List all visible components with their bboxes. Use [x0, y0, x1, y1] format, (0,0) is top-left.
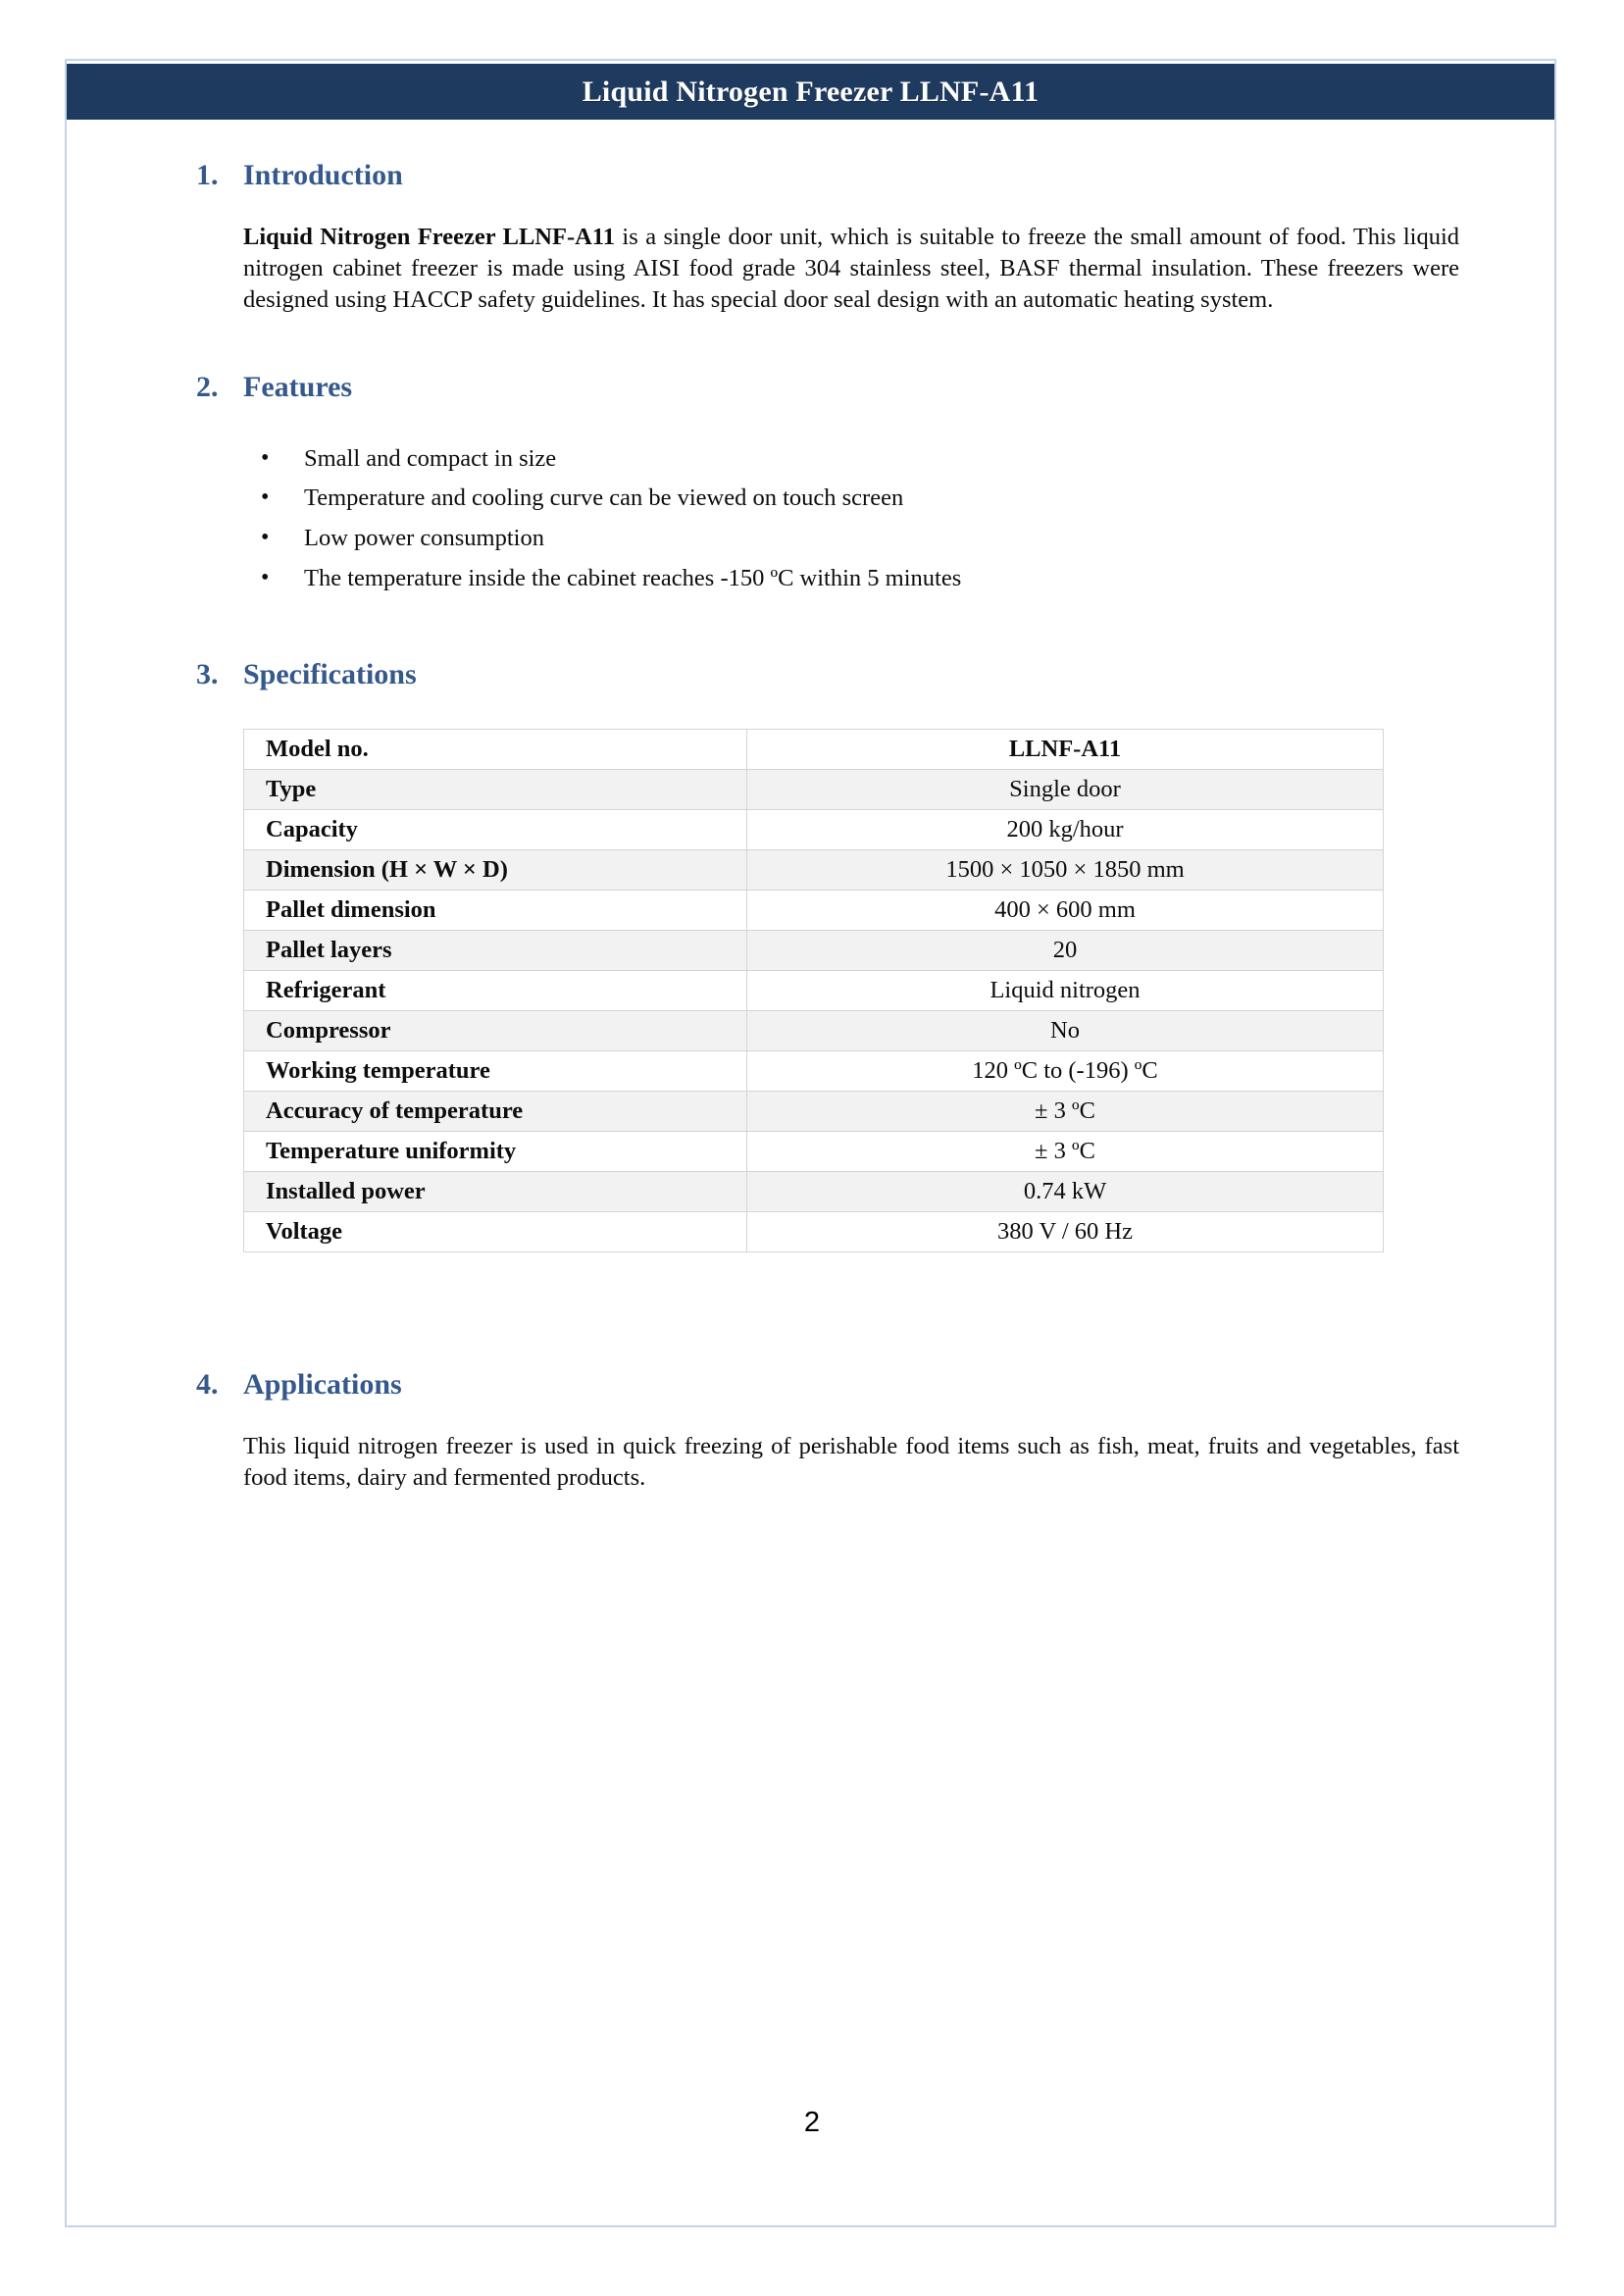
bullet-icon: •	[261, 525, 270, 551]
paragraph-introduction-body: is a single door unit, which is suitable to freeze the small amount of food. This liquid nitrogen cabinet freezer is made using AISI food grade 304 stainless steel, BASF thermal insulation. These freezers were designed using HACCP safety guidelines. It has special door seal design with an automatic heating system.	[243, 224, 1460, 313]
table-row	[244, 931, 1384, 971]
heading-number-introduction: 1.	[196, 159, 219, 191]
bullet-icon: •	[261, 444, 270, 471]
list-item	[243, 525, 1459, 552]
heading-introduction	[0, 159, 1624, 192]
heading-title-applications: Applications	[243, 1368, 402, 1402]
table-cell-label: Model no.	[244, 730, 747, 770]
table-cell-value: 1500 × 1050 × 1850 mm	[747, 850, 1384, 891]
table-cell-value: ± 3 ºC	[747, 1092, 1384, 1132]
list-item	[243, 445, 1459, 473]
table-cell-label: Type	[244, 770, 747, 810]
table-row	[244, 770, 1384, 810]
table-cell-value: Liquid nitrogen	[747, 971, 1384, 1011]
table-row	[244, 730, 1384, 770]
page-number: 2	[803, 2107, 821, 2138]
heading-number-features: 2.	[196, 370, 219, 403]
table-cell-label: Pallet layers	[244, 931, 747, 971]
table-cell-value: 0.74 kW	[747, 1172, 1384, 1212]
section-introduction	[0, 120, 1624, 316]
table-cell-label: Voltage	[244, 1212, 747, 1252]
heading-title-introduction: Introduction	[243, 159, 403, 191]
table-cell-value: 120 ºC to (-196) ºC	[747, 1051, 1384, 1092]
table-cell-label: Dimension (H × W × D)	[244, 850, 747, 891]
table-cell-value: 380 V / 60 Hz	[747, 1212, 1384, 1252]
table-row	[244, 1092, 1384, 1132]
table-row	[244, 850, 1384, 891]
table-row	[244, 1212, 1384, 1252]
table-cell-label: Temperature uniformity	[244, 1132, 747, 1172]
list-item	[243, 565, 1459, 592]
table-row	[244, 1011, 1384, 1051]
features-list	[243, 445, 1459, 593]
document-title-banner	[67, 64, 1554, 120]
bullet-icon: •	[261, 565, 270, 591]
heading-applications	[0, 1368, 1624, 1402]
document-content	[0, 120, 1624, 1494]
paragraph-introduction-lead: Liquid Nitrogen Freezer LLNF-A11	[243, 224, 615, 250]
table-row	[244, 1172, 1384, 1212]
table-cell-value: 20	[747, 931, 1384, 971]
bullet-icon: •	[261, 485, 270, 511]
table-cell-label: Refrigerant	[244, 971, 747, 1011]
table-cell-value: 200 kg/hour	[747, 810, 1384, 850]
table-cell-label: Compressor	[244, 1011, 747, 1051]
heading-number-applications: 4.	[196, 1368, 219, 1402]
table-cell-label: Accuracy of temperature	[244, 1092, 747, 1132]
list-item-label: Temperature and cooling curve can be viewed on touch screen	[304, 485, 904, 512]
document-title: Liquid Nitrogen Freezer LLNF-A11	[582, 75, 1040, 108]
list-item-label: Small and compact in size	[304, 444, 557, 472]
section-specifications	[0, 605, 1624, 1252]
table-cell-label: Capacity	[244, 810, 747, 850]
table-cell-value: 400 × 600 mm	[747, 891, 1384, 931]
table-row	[244, 1051, 1384, 1092]
heading-title-specifications: Specifications	[243, 658, 417, 691]
list-item-label: Low power consumption	[304, 525, 544, 552]
list-item-label: The temperature inside the cabinet reaches -150 ºC within 5 minutes	[304, 565, 962, 592]
table-cell-value: No	[747, 1011, 1384, 1051]
table-row	[244, 971, 1384, 1011]
specifications-table	[243, 729, 1384, 1252]
table-row	[244, 810, 1384, 850]
paragraph-introduction	[243, 222, 1459, 316]
table-cell-label: Installed power	[244, 1172, 747, 1212]
list-item	[243, 485, 1459, 512]
section-applications	[0, 1252, 1624, 1494]
section-features	[0, 316, 1624, 593]
heading-number-specifications: 3.	[196, 658, 219, 691]
heading-title-features: Features	[243, 370, 353, 403]
heading-specifications	[0, 658, 1624, 691]
table-cell-value: ± 3 ºC	[747, 1132, 1384, 1172]
table-cell-value: Single door	[747, 770, 1384, 810]
table-cell-label: Working temperature	[244, 1051, 747, 1092]
paragraph-applications: This liquid nitrogen freezer is used in quick freezing of perishable food items such as fish, meat, fruits and vegetables, fast food items, dairy and fermented products.	[243, 1433, 1459, 1492]
table-row	[244, 891, 1384, 931]
heading-features	[0, 371, 1624, 404]
table-cell-label: Pallet dimension	[244, 891, 747, 931]
table-row	[244, 1132, 1384, 1172]
table-cell-value: LLNF-A11	[747, 730, 1384, 770]
